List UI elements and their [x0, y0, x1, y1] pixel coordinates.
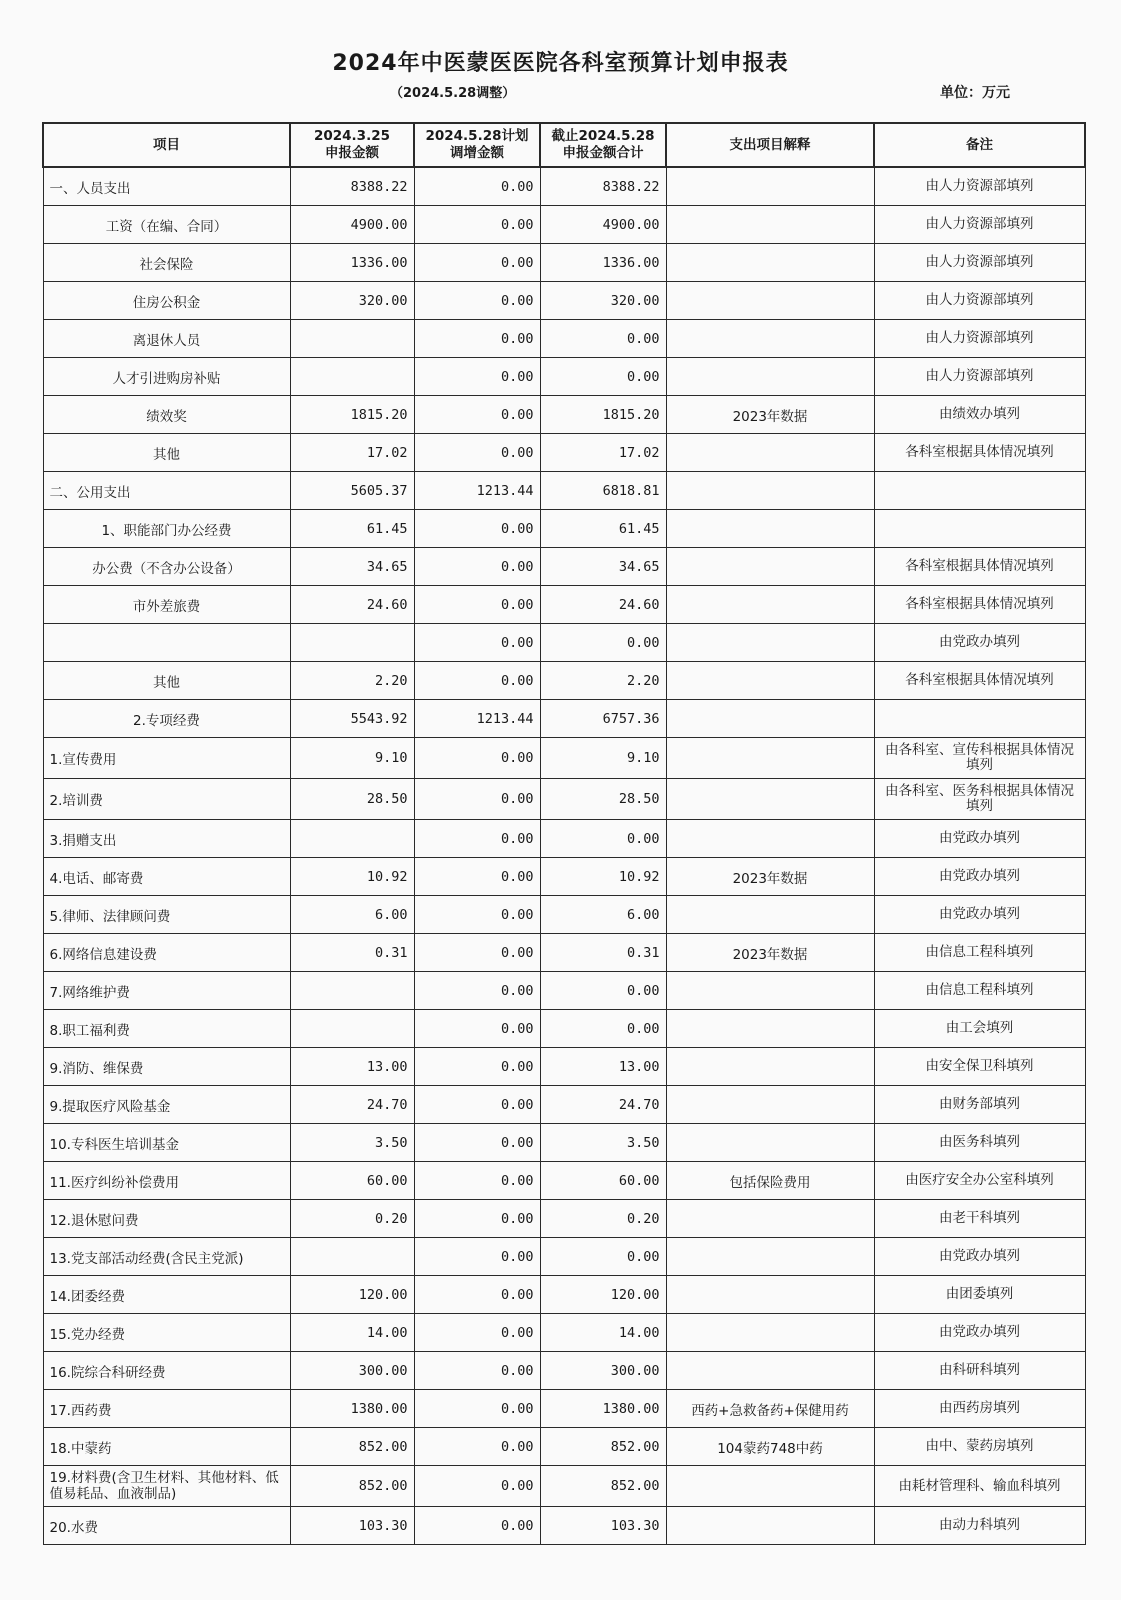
note-cell: 由医务科填列: [874, 1124, 1085, 1162]
total-amount-cell: 1815.20: [540, 396, 666, 434]
initial-amount-cell: [290, 820, 414, 858]
explanation-cell: 2023年数据: [666, 396, 874, 434]
increase-amount-cell: 0.00: [414, 662, 540, 700]
total-amount-cell: 9.10: [540, 738, 666, 779]
table-row: [43, 586, 1085, 624]
increase-amount-cell: 0.00: [414, 548, 540, 586]
item-cell: 社会保险: [43, 244, 290, 282]
item-cell: 16.院综合科研经费: [43, 1352, 290, 1390]
table-header-row: [43, 123, 1085, 167]
note-cell: [874, 472, 1085, 510]
item-cell: 4.电话、邮寄费: [43, 858, 290, 896]
note-cell: 由团委填列: [874, 1276, 1085, 1314]
total-amount-cell: 17.02: [540, 434, 666, 472]
note-cell: 各科室根据具体情况填列: [874, 586, 1085, 624]
total-amount-cell: 0.00: [540, 320, 666, 358]
increase-amount-cell: 0.00: [414, 1200, 540, 1238]
item-cell: 一、人员支出: [43, 167, 290, 206]
total-amount-cell: 0.00: [540, 624, 666, 662]
initial-amount-cell: 1380.00: [290, 1390, 414, 1428]
note-cell: 由党政办填列: [874, 1238, 1085, 1276]
item-cell: 11.医疗纠纷补偿费用: [43, 1162, 290, 1200]
initial-amount-cell: 34.65: [290, 548, 414, 586]
note-cell: 各科室根据具体情况填列: [874, 548, 1085, 586]
initial-amount-cell: [290, 624, 414, 662]
initial-amount-cell: 14.00: [290, 1314, 414, 1352]
note-cell: 由党政办填列: [874, 858, 1085, 896]
table-row: [43, 1428, 1085, 1466]
increase-amount-cell: 0.00: [414, 1048, 540, 1086]
table-row: [43, 282, 1085, 320]
explanation-cell: [666, 624, 874, 662]
initial-amount-cell: 1815.20: [290, 396, 414, 434]
total-amount-cell: 3.50: [540, 1124, 666, 1162]
explanation-cell: [666, 586, 874, 624]
explanation-cell: [666, 779, 874, 820]
table-row: [43, 1507, 1085, 1545]
note-cell: 由人力资源部填列: [874, 167, 1085, 206]
increase-amount-cell: 0.00: [414, 1466, 540, 1507]
total-amount-cell: 0.20: [540, 1200, 666, 1238]
note-cell: 由党政办填列: [874, 896, 1085, 934]
increase-amount-cell: 0.00: [414, 820, 540, 858]
note-cell: 由老干科填列: [874, 1200, 1085, 1238]
explanation-cell: [666, 820, 874, 858]
increase-amount-cell: 0.00: [414, 1314, 540, 1352]
explanation-cell: [666, 1048, 874, 1086]
item-cell: [43, 624, 290, 662]
note-cell: 由动力科填列: [874, 1507, 1085, 1545]
table-row: [43, 320, 1085, 358]
item-cell: 18.中蒙药: [43, 1428, 290, 1466]
total-amount-cell: 13.00: [540, 1048, 666, 1086]
header-note: 备注: [874, 123, 1085, 167]
increase-amount-cell: 0.00: [414, 1276, 540, 1314]
item-cell: 9.提取医疗风险基金: [43, 1086, 290, 1124]
note-cell: 由人力资源部填列: [874, 206, 1085, 244]
note-cell: 由财务部填列: [874, 1086, 1085, 1124]
initial-amount-cell: 9.10: [290, 738, 414, 779]
note-cell: 由各科室、宣传科根据具体情况填列: [874, 738, 1085, 779]
explanation-cell: [666, 1314, 874, 1352]
table-row: [43, 1162, 1085, 1200]
initial-amount-cell: 5543.92: [290, 700, 414, 738]
initial-amount-cell: 6.00: [290, 896, 414, 934]
total-amount-cell: 0.31: [540, 934, 666, 972]
header-total-amount: [540, 123, 666, 167]
increase-amount-cell: 0.00: [414, 320, 540, 358]
note-cell: 由人力资源部填列: [874, 244, 1085, 282]
note-cell: 由各科室、医务科根据具体情况填列: [874, 779, 1085, 820]
total-amount-cell: 852.00: [540, 1466, 666, 1507]
initial-amount-cell: 3.50: [290, 1124, 414, 1162]
explanation-cell: [666, 548, 874, 586]
table-row: [43, 700, 1085, 738]
item-cell: 12.退休慰问费: [43, 1200, 290, 1238]
total-amount-cell: 300.00: [540, 1352, 666, 1390]
item-cell: 15.党办经费: [43, 1314, 290, 1352]
total-amount-cell: 6757.36: [540, 700, 666, 738]
note-cell: 由西药房填列: [874, 1390, 1085, 1428]
initial-amount-cell: 5605.37: [290, 472, 414, 510]
explanation-cell: 104蒙药748中药: [666, 1428, 874, 1466]
initial-amount-cell: [290, 1010, 414, 1048]
item-cell: 离退休人员: [43, 320, 290, 358]
note-cell: 各科室根据具体情况填列: [874, 662, 1085, 700]
item-cell: 9.消防、维保费: [43, 1048, 290, 1086]
explanation-cell: [666, 1352, 874, 1390]
table-row: [43, 510, 1085, 548]
initial-amount-cell: 24.60: [290, 586, 414, 624]
note-cell: 由党政办填列: [874, 624, 1085, 662]
total-amount-cell: 8388.22: [540, 167, 666, 206]
initial-amount-cell: 4900.00: [290, 206, 414, 244]
table-row: [43, 396, 1085, 434]
explanation-cell: [666, 896, 874, 934]
initial-amount-cell: 120.00: [290, 1276, 414, 1314]
explanation-cell: [666, 1238, 874, 1276]
explanation-cell: [666, 434, 874, 472]
explanation-cell: [666, 472, 874, 510]
increase-amount-cell: 0.00: [414, 1162, 540, 1200]
increase-amount-cell: 0.00: [414, 434, 540, 472]
note-cell: 由党政办填列: [874, 1314, 1085, 1352]
total-amount-cell: 0.00: [540, 972, 666, 1010]
note-cell: 由绩效办填列: [874, 396, 1085, 434]
item-cell: 人才引进购房补贴: [43, 358, 290, 396]
total-amount-cell: 24.60: [540, 586, 666, 624]
item-cell: 14.团委经费: [43, 1276, 290, 1314]
initial-amount-cell: 17.02: [290, 434, 414, 472]
total-amount-cell: 0.00: [540, 820, 666, 858]
table-row: [43, 738, 1085, 779]
budget-table: [42, 122, 1086, 1545]
total-amount-cell: 103.30: [540, 1507, 666, 1545]
table-row: [43, 244, 1085, 282]
table-row: [43, 1048, 1085, 1086]
table-row: [43, 1086, 1085, 1124]
explanation-cell: [666, 1200, 874, 1238]
initial-amount-cell: 852.00: [290, 1428, 414, 1466]
explanation-cell: [666, 662, 874, 700]
note-cell: 由工会填列: [874, 1010, 1085, 1048]
initial-amount-cell: 852.00: [290, 1466, 414, 1507]
initial-amount-cell: 24.70: [290, 1086, 414, 1124]
adjustment-date: （2024.5.28调整）: [390, 86, 516, 101]
explanation-cell: [666, 700, 874, 738]
table-row: [43, 820, 1085, 858]
item-cell: 17.西药费: [43, 1390, 290, 1428]
increase-amount-cell: 0.00: [414, 1352, 540, 1390]
item-cell: 5.律师、法律顾问费: [43, 896, 290, 934]
explanation-cell: [666, 206, 874, 244]
increase-amount-cell: 0.00: [414, 1507, 540, 1545]
item-cell: 3.捐赠支出: [43, 820, 290, 858]
total-amount-cell: 10.92: [540, 858, 666, 896]
item-cell: 二、公用支出: [43, 472, 290, 510]
item-cell: 6.网络信息建设费: [43, 934, 290, 972]
note-cell: 由信息工程科填列: [874, 972, 1085, 1010]
item-cell: 1、职能部门办公经费: [43, 510, 290, 548]
note-cell: 由信息工程科填列: [874, 934, 1085, 972]
table-row: [43, 434, 1085, 472]
explanation-cell: [666, 1086, 874, 1124]
increase-amount-cell: 0.00: [414, 206, 540, 244]
note-cell: 由人力资源部填列: [874, 320, 1085, 358]
initial-amount-cell: [290, 320, 414, 358]
table-row: [43, 206, 1085, 244]
note-cell: [874, 700, 1085, 738]
total-amount-cell: 4900.00: [540, 206, 666, 244]
item-cell: 市外差旅费: [43, 586, 290, 624]
increase-amount-cell: 0.00: [414, 1390, 540, 1428]
page-title: 2024年中医蒙医医院各科室预算计划申报表: [332, 51, 789, 76]
header-item: 项目: [43, 123, 290, 167]
unit-label: 单位：万元: [940, 85, 1010, 101]
item-cell: 20.水费: [43, 1507, 290, 1545]
increase-amount-cell: 0.00: [414, 738, 540, 779]
note-cell: 由党政办填列: [874, 820, 1085, 858]
table-row: [43, 1276, 1085, 1314]
total-amount-cell: 28.50: [540, 779, 666, 820]
increase-amount-cell: 0.00: [414, 1238, 540, 1276]
note-cell: 由人力资源部填列: [874, 358, 1085, 396]
item-cell: 其他: [43, 434, 290, 472]
explanation-cell: [666, 320, 874, 358]
table-row: [43, 779, 1085, 820]
table-row: [43, 934, 1085, 972]
explanation-cell: [666, 738, 874, 779]
table-row: [43, 858, 1085, 896]
initial-amount-cell: 2.20: [290, 662, 414, 700]
increase-amount-cell: 0.00: [414, 396, 540, 434]
table-row: [43, 662, 1085, 700]
explanation-cell: [666, 167, 874, 206]
increase-amount-cell: 0.00: [414, 858, 540, 896]
increase-amount-cell: 0.00: [414, 586, 540, 624]
table-row: [43, 1124, 1085, 1162]
explanation-cell: [666, 1276, 874, 1314]
total-amount-cell: 34.65: [540, 548, 666, 586]
initial-amount-cell: [290, 358, 414, 396]
item-cell: 2.培训费: [43, 779, 290, 820]
total-amount-cell: 120.00: [540, 1276, 666, 1314]
table-row: [43, 1200, 1085, 1238]
item-cell: 8.职工福利费: [43, 1010, 290, 1048]
increase-amount-cell: 0.00: [414, 779, 540, 820]
item-cell: 10.专科医生培训基金: [43, 1124, 290, 1162]
increase-amount-cell: 0.00: [414, 282, 540, 320]
explanation-cell: [666, 244, 874, 282]
increase-amount-cell: 0.00: [414, 972, 540, 1010]
note-cell: 由医疗安全办公室科填列: [874, 1162, 1085, 1200]
total-amount-cell: 60.00: [540, 1162, 666, 1200]
note-cell: 各科室根据具体情况填列: [874, 434, 1085, 472]
total-amount-cell: 2.20: [540, 662, 666, 700]
item-cell: 19.材料费(含卫生材料、其他材料、低值易耗品、血液制品): [43, 1466, 290, 1507]
total-amount-cell: 0.00: [540, 358, 666, 396]
header-total-amount-text: 截止2024.5.28 申报金额合计: [551, 128, 655, 161]
initial-amount-cell: 0.20: [290, 1200, 414, 1238]
item-cell: 1.宣传费用: [43, 738, 290, 779]
explanation-cell: [666, 282, 874, 320]
total-amount-cell: 6818.81: [540, 472, 666, 510]
increase-amount-cell: 0.00: [414, 1124, 540, 1162]
increase-amount-cell: 0.00: [414, 1428, 540, 1466]
total-amount-cell: 0.00: [540, 1238, 666, 1276]
item-cell: 2.专项经费: [43, 700, 290, 738]
item-cell: 住房公积金: [43, 282, 290, 320]
item-cell: 绩效奖: [43, 396, 290, 434]
table-row: [43, 167, 1085, 206]
item-cell: 其他: [43, 662, 290, 700]
explanation-cell: [666, 1010, 874, 1048]
table-row: [43, 358, 1085, 396]
header-increase-amount: [414, 123, 540, 167]
table-row: [43, 472, 1085, 510]
total-amount-cell: 1380.00: [540, 1390, 666, 1428]
initial-amount-cell: 300.00: [290, 1352, 414, 1390]
total-amount-cell: 14.00: [540, 1314, 666, 1352]
initial-amount-cell: 10.92: [290, 858, 414, 896]
initial-amount-cell: 13.00: [290, 1048, 414, 1086]
explanation-cell: 2023年数据: [666, 858, 874, 896]
item-cell: 13.党支部活动经费(含民主党派): [43, 1238, 290, 1276]
total-amount-cell: 6.00: [540, 896, 666, 934]
increase-amount-cell: 1213.44: [414, 472, 540, 510]
table-row: [43, 972, 1085, 1010]
table-row: [43, 1238, 1085, 1276]
header-initial-amount-text: 2024.3.25 申报金额: [313, 128, 390, 161]
initial-amount-cell: [290, 972, 414, 1010]
total-amount-cell: 61.45: [540, 510, 666, 548]
explanation-cell: 2023年数据: [666, 934, 874, 972]
item-cell: 办公费（不含办公设备）: [43, 548, 290, 586]
initial-amount-cell: 0.31: [290, 934, 414, 972]
increase-amount-cell: 0.00: [414, 896, 540, 934]
item-cell: 7.网络维护费: [43, 972, 290, 1010]
explanation-cell: [666, 1507, 874, 1545]
increase-amount-cell: 0.00: [414, 244, 540, 282]
table-row: [43, 1390, 1085, 1428]
increase-amount-cell: 0.00: [414, 624, 540, 662]
initial-amount-cell: 1336.00: [290, 244, 414, 282]
table-row: [43, 1352, 1085, 1390]
explanation-cell: [666, 972, 874, 1010]
table-row: [43, 624, 1085, 662]
explanation-cell: 包括保险费用: [666, 1162, 874, 1200]
note-cell: 由安全保卫科填列: [874, 1048, 1085, 1086]
explanation-cell: 西药+急救备药+保健用药: [666, 1390, 874, 1428]
increase-amount-cell: 0.00: [414, 167, 540, 206]
note-cell: [874, 510, 1085, 548]
increase-amount-cell: 0.00: [414, 934, 540, 972]
initial-amount-cell: 320.00: [290, 282, 414, 320]
table-row: [43, 1010, 1085, 1048]
header-initial-amount: [290, 123, 414, 167]
table-row: [43, 896, 1085, 934]
explanation-cell: [666, 1124, 874, 1162]
total-amount-cell: 24.70: [540, 1086, 666, 1124]
note-cell: 由中、蒙药房填列: [874, 1428, 1085, 1466]
header-increase-amount-text: 2024.5.28计划 调增金额: [425, 128, 529, 161]
note-cell: 由科研科填列: [874, 1352, 1085, 1390]
explanation-cell: [666, 1466, 874, 1507]
budget-table-body: [43, 167, 1085, 1545]
total-amount-cell: 0.00: [540, 1010, 666, 1048]
table-row: [43, 1466, 1085, 1507]
initial-amount-cell: 28.50: [290, 779, 414, 820]
increase-amount-cell: 0.00: [414, 1010, 540, 1048]
header-explanation: 支出项目解释: [666, 123, 874, 167]
initial-amount-cell: 60.00: [290, 1162, 414, 1200]
note-cell: 由耗材管理科、输血科填列: [874, 1466, 1085, 1507]
explanation-cell: [666, 358, 874, 396]
total-amount-cell: 320.00: [540, 282, 666, 320]
item-cell: 工资（在编、合同）: [43, 206, 290, 244]
note-cell: 由人力资源部填列: [874, 282, 1085, 320]
table-row: [43, 548, 1085, 586]
table-row: [43, 1314, 1085, 1352]
total-amount-cell: 852.00: [540, 1428, 666, 1466]
initial-amount-cell: [290, 1238, 414, 1276]
initial-amount-cell: 103.30: [290, 1507, 414, 1545]
increase-amount-cell: 0.00: [414, 358, 540, 396]
increase-amount-cell: 0.00: [414, 510, 540, 548]
initial-amount-cell: 61.45: [290, 510, 414, 548]
initial-amount-cell: 8388.22: [290, 167, 414, 206]
increase-amount-cell: 0.00: [414, 1086, 540, 1124]
explanation-cell: [666, 510, 874, 548]
increase-amount-cell: 1213.44: [414, 700, 540, 738]
total-amount-cell: 1336.00: [540, 244, 666, 282]
